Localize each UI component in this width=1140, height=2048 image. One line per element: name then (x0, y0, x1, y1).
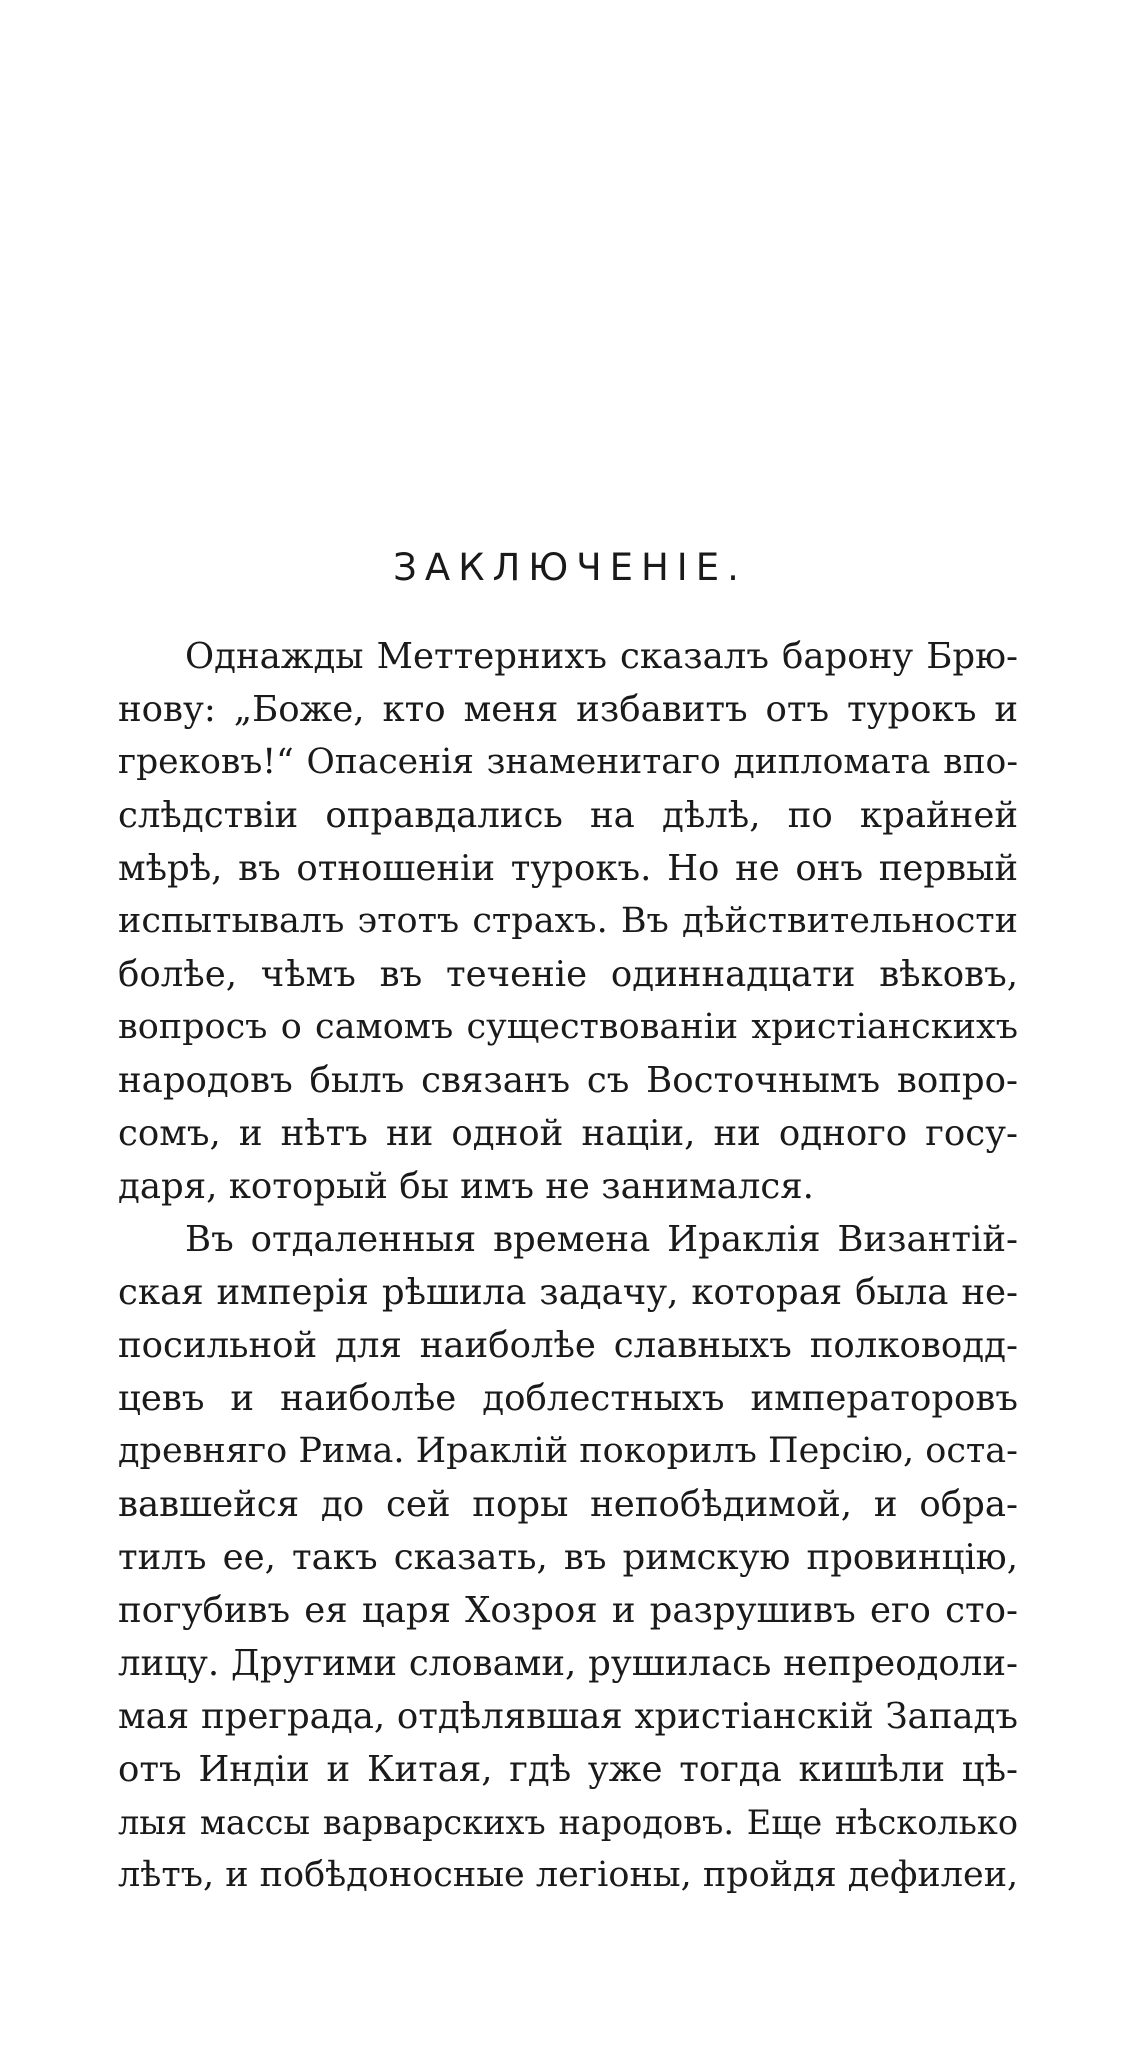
paragraph-1 (118, 630, 1018, 1213)
text-line: погубивъ ея царя Хозроя и разрушивъ его сто- (118, 1590, 1018, 1631)
text-line: Однажды Меттернихъ сказалъ барону Брю- (185, 636, 1018, 677)
text-line: ская имперія рѣшила задачу, которая была не- (118, 1272, 1018, 1313)
text-line: нову: „Боже, кто меня избавитъ отъ турокъ и (118, 689, 1018, 730)
text-line: отъ Индіи и Китая, гдѣ уже тогда кишѣли цѣ- (118, 1749, 1018, 1790)
text-line: испытывалъ этотъ страхъ. Въ дѣйствительности (118, 901, 1018, 941)
text-line: лицу. Другими словами, рушилась непреодоли- (118, 1643, 1018, 1684)
text-line: даря, который бы имъ не занимался. (118, 1166, 814, 1207)
text-line: слѣдствіи оправдались на дѣлѣ, по крайней (118, 795, 1018, 836)
text-line: вопросъ о самомъ существованіи христіанскихъ (118, 1007, 1018, 1047)
text-line: болѣе, чѣмъ въ теченіе одиннадцати вѣковъ, (118, 954, 1018, 995)
text-line: народовъ былъ связанъ съ Восточнымъ вопро- (118, 1060, 1018, 1101)
text-line: лѣтъ, и побѣдоносные легіоны, пройдя дефилеи, (118, 1855, 1019, 1895)
text-line: мѣрѣ, въ отношеніи турокъ. Но не онъ первый (118, 848, 1018, 889)
text-line: вавшейся до сей поры непобѣдимой, и обра- (118, 1484, 1018, 1525)
text-line: Въ отдаленныя времена Ираклія Византій- (185, 1219, 1018, 1260)
paragraph-2 (118, 1213, 1018, 1902)
text-line: древняго Рима. Ираклій покорилъ Персію, оста- (118, 1431, 1018, 1471)
text-line: грековъ!“ Опасенія знаменитаго дипломата впо- (118, 742, 1018, 782)
body-text (118, 630, 1018, 1902)
chapter-title: ЗАКЛЮЧЕНІЕ. (393, 546, 747, 589)
text-line: лыя массы варварскихъ народовъ. Еще нѣсколько (118, 1803, 1018, 1842)
text-line: посильной для наиболѣе славныхъ полководд- (118, 1325, 1018, 1366)
text-line: сомъ, и нѣтъ ни одной націи, ни одного госу- (118, 1113, 1018, 1154)
text-line: тилъ ее, такъ сказать, въ римскую провинцію, (118, 1537, 1018, 1578)
text-line: мая преграда, отдѣлявшая христіанскій Западъ (118, 1696, 1018, 1737)
text-line: цевъ и наиболѣе доблестныхъ императоровъ (118, 1378, 1018, 1419)
